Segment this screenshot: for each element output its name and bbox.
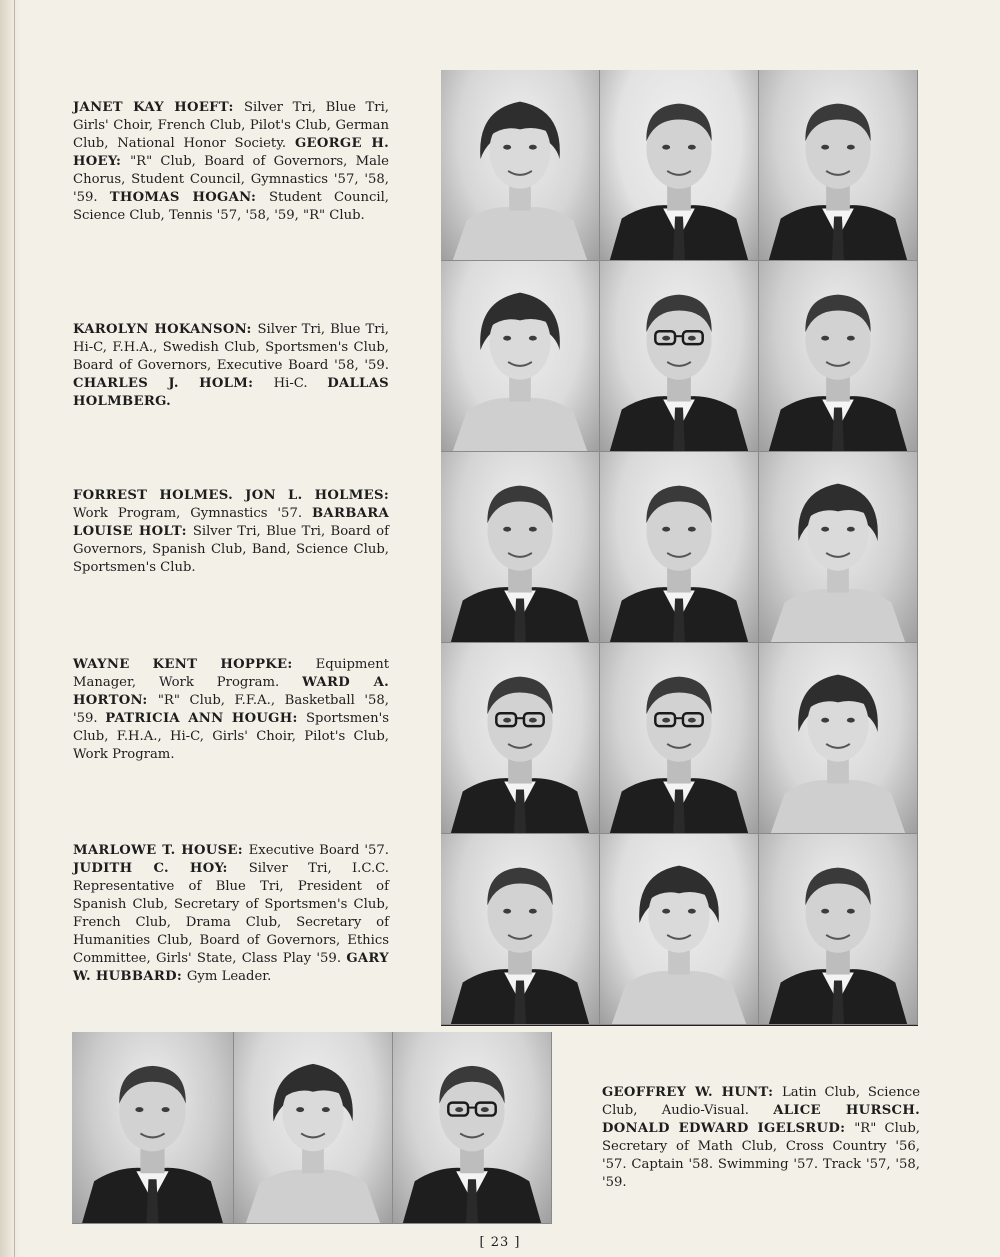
activities-text: "R" Club, F.F.A., Basketball '58, '59. bbox=[73, 693, 390, 726]
caption-block-6 bbox=[602, 1084, 920, 1192]
activities-text: Equipment Manager, Work Program. bbox=[73, 657, 389, 690]
portrait-photo bbox=[759, 834, 918, 1025]
portrait-icon bbox=[600, 452, 758, 642]
student-name: BARBARA LOUISE HOLT: bbox=[73, 506, 389, 539]
student-name: MARLOWE T. HOUSE: bbox=[73, 843, 249, 858]
student-name: THOMAS HOGAN: bbox=[109, 190, 269, 205]
student-name: GEORGE H. HOEY: bbox=[73, 136, 389, 169]
page-binding-edge bbox=[0, 0, 22, 1257]
portrait-icon bbox=[759, 834, 917, 1024]
page-number: [ 23 ] bbox=[479, 1235, 521, 1250]
activities-text: Silver Tri, I.C.C. Representative of Blue Tri, President of Spanish Club, Secretary of Sportsmen's Club, French Club, Drama Club, Secretary of Humanities Club, Board of Governors, Ethics Committee, Girls' State, Class Play '59. bbox=[73, 861, 389, 966]
portrait-icon bbox=[393, 1032, 551, 1223]
student-name: DALLAS HOLMBERG. bbox=[73, 376, 389, 409]
portrait-icon bbox=[759, 643, 917, 833]
student-name: ALICE HURSCH. DONALD EDWARD IGELSRUD: bbox=[602, 1103, 920, 1136]
portrait-icon bbox=[600, 70, 758, 260]
portrait-grid bbox=[441, 70, 918, 1026]
student-name: GEOFFREY W. HUNT: bbox=[602, 1085, 782, 1100]
portrait-photo bbox=[600, 261, 759, 452]
portrait-icon bbox=[600, 643, 758, 833]
portrait-icon bbox=[441, 70, 599, 260]
portrait-icon bbox=[234, 1032, 392, 1223]
activities-text: Silver Tri, Blue Tri, Girls' Choir, French Club, Pilot's Club, German Club, National Honor Society. bbox=[73, 100, 389, 151]
activities-text: "R" Club, Secretary of Math Club, Cross Country '56, '57. Captain '58. Swimming '57. Track '57, '58, '59. bbox=[602, 1121, 920, 1190]
caption-block-4 bbox=[73, 656, 389, 764]
activities-text: Work Program, Gymnastics '57. bbox=[73, 506, 312, 521]
portrait-icon bbox=[759, 452, 917, 642]
portrait-photo bbox=[72, 1032, 234, 1224]
portrait-photo bbox=[441, 452, 600, 643]
portrait-icon bbox=[759, 70, 917, 260]
activities-text: Hi-C. bbox=[273, 376, 328, 391]
activities-text: Sportsmen's Club, F.H.A., Hi-C, Girls' Choir, Pilot's Club, Work Program. bbox=[73, 711, 389, 762]
student-name: WAYNE KENT HOPPKE: bbox=[73, 657, 316, 672]
student-name: PATRICIA ANN HOUGH: bbox=[105, 711, 307, 726]
activities-text: "R" Club, Board of Governors, Male Chorus, Student Council, Gymnastics '57, '58, '59. bbox=[73, 154, 389, 205]
portrait-photo bbox=[600, 834, 759, 1025]
student-name: WARD A. HORTON: bbox=[73, 675, 390, 708]
student-name: JANET KAY HOEFT: bbox=[73, 100, 244, 115]
student-name: KAROLYN HOKANSON: bbox=[73, 322, 258, 337]
portrait-row-bottom bbox=[72, 1032, 552, 1224]
portrait-photo bbox=[759, 643, 918, 834]
portrait-icon bbox=[441, 261, 599, 451]
portrait-photo bbox=[441, 261, 600, 452]
portrait-photo bbox=[600, 70, 759, 261]
activities-text: Latin Club, Science Club, Audio-Visual. bbox=[602, 1085, 920, 1118]
student-name: FORREST HOLMES. JON L. HOLMES: bbox=[73, 488, 389, 503]
student-name: CHARLES J. HOLM: bbox=[73, 376, 274, 391]
portrait-photo bbox=[759, 261, 918, 452]
portrait-icon bbox=[600, 261, 758, 451]
portrait-photo bbox=[759, 70, 918, 261]
portrait-icon bbox=[441, 643, 599, 833]
caption-block-3 bbox=[73, 487, 389, 577]
portrait-photo bbox=[234, 1032, 393, 1224]
portrait-photo bbox=[600, 452, 759, 643]
student-name: JUDITH C. HOY: bbox=[73, 861, 249, 876]
portrait-photo bbox=[441, 834, 600, 1025]
portrait-photo bbox=[441, 70, 600, 261]
portrait-icon bbox=[759, 261, 917, 451]
portrait-icon bbox=[441, 452, 599, 642]
activities-text: Student Council, Science Club, Tennis '57, '58, '59, "R" Club. bbox=[73, 190, 390, 223]
student-name: GARY W. HUBBARD: bbox=[73, 951, 389, 984]
activities-text: Executive Board '57. bbox=[248, 843, 389, 858]
activities-text: Silver Tri, Blue Tri, Board of Governors, Spanish Club, Band, Science Club, Sportsmen's Club. bbox=[73, 524, 389, 575]
portrait-photo bbox=[393, 1032, 552, 1224]
page-binding-line bbox=[14, 0, 15, 1257]
caption-block-5 bbox=[73, 842, 389, 986]
portrait-photo bbox=[759, 452, 918, 643]
caption-block-2 bbox=[73, 321, 389, 411]
portrait-icon bbox=[441, 834, 599, 1024]
portrait-icon bbox=[72, 1032, 233, 1223]
activities-text: Gym Leader. bbox=[186, 969, 272, 984]
portrait-icon bbox=[600, 834, 758, 1024]
portrait-photo bbox=[600, 643, 759, 834]
caption-block-1 bbox=[73, 99, 389, 225]
portrait-photo bbox=[441, 643, 600, 834]
activities-text: Silver Tri, Blue Tri, Hi-C, F.H.A., Swedish Club, Sportsmen's Club, Board of Governors, Executive Board '58, '59. bbox=[73, 322, 389, 373]
